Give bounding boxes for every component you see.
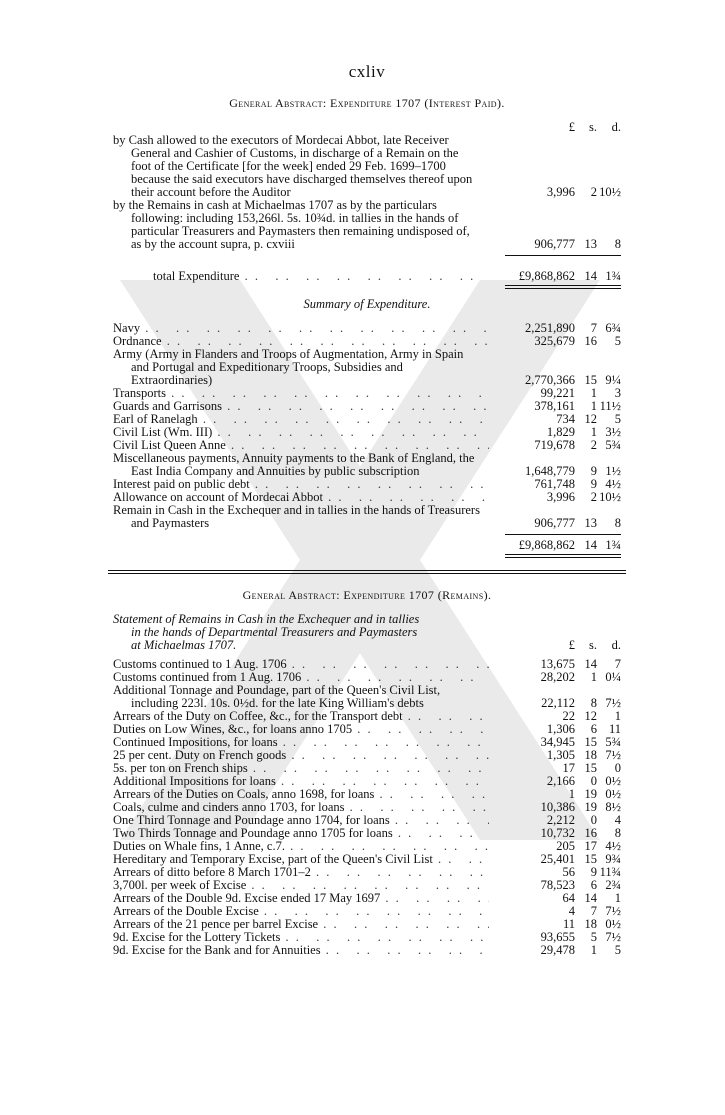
summary-row-pounds: 734: [556, 412, 575, 426]
summary-total-row: [113, 539, 621, 552]
interest-row-description: by Cash allowed to the executors of Mordecai Abbot, late Receiver General and Cashier of Customs, in discharge of a Remain on the foot of the Certificate [for the week] ended 29 Feb. 1699–1700 because the said executors have discharged themselves thereof upon their account before the Auditor: [113, 134, 473, 199]
remains-row-pounds: 78,523: [540, 878, 575, 892]
summary-row-description: Transports . .: [113, 387, 489, 400]
summary-row: [113, 335, 621, 348]
summary-row-pounds: 2,251,890: [525, 321, 575, 335]
summary-row: [113, 452, 621, 478]
interest-paid-list: [113, 134, 621, 251]
remains-row-description: Hereditary and Temporary Excise, part of the Queen's Civil List . .: [113, 853, 489, 866]
remains-row-shillings: 1: [590, 943, 597, 957]
total-double-rule: [505, 285, 621, 289]
remains-row-pounds: 1,306: [546, 722, 575, 736]
summary-row-pounds: 761,748: [534, 477, 575, 491]
remains-row-shillings: 15: [584, 761, 597, 775]
section-heading-interest: General Abstract: Expenditure 1707 (Interest Paid).: [229, 96, 505, 110]
remains-row-pounds: 10,732: [540, 826, 575, 840]
shillings-header: s.: [589, 120, 597, 134]
remains-row-shillings: 17: [584, 839, 597, 853]
remains-row-shillings: 8: [590, 696, 597, 710]
summary-row-description: Earl of Ranelagh . .: [113, 413, 489, 426]
summary-row-pence: 8: [614, 516, 621, 530]
remains-row-shillings: 15: [584, 735, 597, 749]
remains-row-description: Additional Impositions for loans . .: [113, 775, 489, 788]
remains-shillings-header: s.: [589, 638, 597, 652]
remains-row-shillings: 6: [590, 722, 597, 736]
remains-row-pounds: 2,212: [546, 813, 575, 827]
remains-row-pence: 4½: [605, 839, 621, 853]
summary-row-pounds: 2,770,366: [525, 373, 575, 387]
remains-row-pence: 11¾: [599, 865, 621, 879]
remains-row: [113, 775, 621, 788]
summary-row-pounds: 719,678: [534, 438, 575, 452]
summary-row-pence: 10½: [599, 490, 621, 504]
remains-row-pence: 7: [614, 657, 621, 671]
remains-row-pounds: 64: [562, 891, 575, 905]
summary-row-description: Ordnance . .: [113, 335, 489, 348]
pence-header: d.: [611, 120, 621, 134]
remains-row-shillings: 1: [590, 670, 597, 684]
summary-row-description: Navy . .: [113, 322, 489, 335]
remains-row-pounds: 11: [562, 917, 575, 931]
statement-text: Statement of Remains in Cash in the Exchequer and in tallies in the hands of Departmental Treasurers and Paymasters at Michaelmas 1707.: [113, 613, 420, 652]
summary-total-pounds: £9,868,862: [518, 538, 575, 552]
interest-row: [113, 134, 621, 199]
remains-row-shillings: 18: [584, 748, 597, 762]
remains-row-description: Arrears of the Duties on Coals, anno 1698, for loans . .: [113, 788, 489, 801]
remains-row-pounds: 93,655: [540, 930, 575, 944]
summary-row-pounds: 99,221: [540, 386, 575, 400]
summary-row-pence: 9¼: [605, 373, 621, 387]
remains-row-shillings: 19: [584, 787, 597, 801]
remains-row-pence: 9¾: [605, 852, 621, 866]
summary-row: [113, 400, 621, 413]
remains-row-pence: 4: [614, 813, 621, 827]
remains-row-pounds: 34,945: [540, 735, 575, 749]
total-shillings: 14: [584, 269, 597, 283]
summary-row-pounds: 325,679: [534, 334, 575, 348]
summary-row-pence: 5: [614, 412, 621, 426]
remains-row-shillings: 14: [584, 657, 597, 671]
remains-row-pounds: 25,401: [540, 852, 575, 866]
summary-row-shillings: 2: [590, 438, 597, 452]
remains-row: [113, 749, 621, 762]
summary-row-pence: 5: [614, 334, 621, 348]
summary-row: [113, 504, 621, 530]
remains-row-pence: 7½: [605, 904, 621, 918]
remains-row-pence: 8: [614, 826, 621, 840]
remains-row-shillings: 9: [590, 865, 597, 879]
remains-row-description: Duties on Whale fins, 1 Anne, c.7. . .: [113, 840, 489, 853]
remains-row-pence: 7½: [605, 930, 621, 944]
section-heading-remains: General Abstract: Expenditure 1707 (Remains).: [242, 588, 492, 602]
summary-row-description: Civil List (Wm. III) . .: [113, 426, 489, 439]
summary-row-pounds: 1,648,779: [525, 464, 575, 478]
summary-total-pence: 1¾: [605, 538, 621, 552]
remains-row-pence: 2¾: [605, 878, 621, 892]
summary-row: [113, 478, 621, 491]
remains-row-shillings: 5: [590, 930, 597, 944]
remains-row-pounds: 1,305: [546, 748, 575, 762]
remains-row-pounds: 2,166: [546, 774, 575, 788]
summary-row-pence: 3½: [605, 425, 621, 439]
summary-row-shillings: 1: [590, 425, 597, 439]
summary-row-pence: 4½: [605, 477, 621, 491]
summary-row-pounds: 906,777: [534, 516, 575, 530]
column-header: [113, 121, 621, 134]
remains-row-shillings: 18: [584, 917, 597, 931]
remains-row-shillings: 14: [584, 891, 597, 905]
remains-row-description: 9d. Excise for the Lottery Tickets . .: [113, 931, 489, 944]
remains-header-row: [113, 613, 621, 652]
summary-row-shillings: 1: [590, 399, 597, 413]
total-expenditure-label: total Expenditure . .: [153, 270, 489, 283]
summary-row-description: Interest paid on public debt . .: [113, 478, 489, 491]
remains-row-pounds: 10,386: [540, 800, 575, 814]
remains-row-description: 5s. per ton on French ships . .: [113, 762, 489, 775]
remains-row-pounds: 4: [568, 904, 575, 918]
remains-row: [113, 879, 621, 892]
remains-row-pence: 0½: [605, 917, 621, 931]
summary-row-shillings: 13: [584, 516, 597, 530]
remains-row-pounds: 13,675: [540, 657, 575, 671]
summary-row-shillings: 16: [584, 334, 597, 348]
remains-row-pence: 0½: [605, 774, 621, 788]
remains-row-description: Customs continued to 1 Aug. 1706 . .: [113, 658, 489, 671]
remains-row-pence: 1: [614, 709, 621, 723]
remains-row-description: One Third Tonnage and Poundage anno 1704, for loans . .: [113, 814, 489, 827]
remains-row-pounds: 1: [568, 787, 575, 801]
remains-row-description: Customs continued from 1 Aug. 1706 . .: [113, 671, 489, 684]
summary-row-shillings: 1: [590, 386, 597, 400]
summary-row-pounds: 3,996: [546, 490, 575, 504]
interest-row-pence: 8: [614, 237, 621, 251]
remains-row-pence: 0½: [605, 787, 621, 801]
summary-total-shillings: 14: [584, 538, 597, 552]
remains-row-pounds: 22: [562, 709, 575, 723]
remains-row-pounds: 28,202: [540, 670, 575, 684]
total-pounds: £9,868,862: [518, 269, 575, 283]
remains-row: [113, 944, 621, 957]
remains-row: [113, 762, 621, 775]
summary-row-pounds: 1,829: [546, 425, 575, 439]
remains-row: [113, 684, 621, 710]
remains-row-shillings: 19: [584, 800, 597, 814]
remains-row-description: Coals, culme and cinders anno 1703, for loans . .: [113, 801, 489, 814]
summary-row-pence: 11½: [599, 399, 621, 413]
remains-row-pence: 0: [614, 761, 621, 775]
remains-row-shillings: 12: [584, 709, 597, 723]
summary-row-shillings: 9: [590, 464, 597, 478]
remains-row-pence: 7½: [605, 748, 621, 762]
summary-row-pence: 6¾: [605, 321, 621, 335]
remains-row-description: 3,700l. per week of Excise . .: [113, 879, 489, 892]
summary-row-shillings: 15: [584, 373, 597, 387]
remains-row-pence: 5: [614, 943, 621, 957]
remains-row-pence: 5¾: [605, 735, 621, 749]
interest-row-pounds: 3,996: [546, 185, 575, 199]
remains-pence-header: d.: [611, 638, 621, 652]
interest-row: [113, 199, 621, 251]
remains-row-pounds: 29,478: [540, 943, 575, 957]
summary-row-description: Army (Army in Flanders and Troops of Augmentation, Army in Spain and Portugal and Expeditionary Troops, Subsidies and Extraordinaries): [113, 348, 464, 387]
remains-row-pounds: 17: [562, 761, 575, 775]
remains-row-shillings: 6: [590, 878, 597, 892]
summary-row-pence: 3: [614, 386, 621, 400]
remains-row-shillings: 7: [590, 904, 597, 918]
total-expenditure-row: [113, 270, 621, 283]
remains-row-shillings: 0: [590, 774, 597, 788]
remains-row-description: Arrears of ditto before 8 March 1701–2 . .: [113, 866, 489, 879]
remains-row: [113, 853, 621, 866]
summary-row-description: Civil List Queen Anne . .: [113, 439, 489, 452]
remains-row-description: Arrears of the Double 9d. Excise ended 17 May 1697 . .: [113, 892, 489, 905]
remains-row-shillings: 0: [590, 813, 597, 827]
summary-row-shillings: 12: [584, 412, 597, 426]
pounds-header: £: [568, 120, 575, 134]
summary-row: [113, 439, 621, 452]
summary-row-pence: 1½: [605, 464, 621, 478]
remains-row-pence: 8½: [605, 800, 621, 814]
remains-row-description: Arrears of the 21 pence per barrel Excise . .: [113, 918, 489, 931]
remains-row: [113, 671, 621, 684]
summary-row-shillings: 9: [590, 477, 597, 491]
interest-row-shillings: 2: [590, 185, 597, 199]
remains-row-description: Continued Impositions, for loans . .: [113, 736, 489, 749]
remains-row-pounds: 56: [562, 865, 575, 879]
interest-row-pence: 10½: [599, 185, 621, 199]
remains-row: [113, 827, 621, 840]
summary-row-shillings: 2: [590, 490, 597, 504]
summary-title: Summary of Expenditure.: [303, 297, 431, 311]
document-page: [113, 62, 621, 957]
remains-list: [113, 658, 621, 957]
summary-row-description: Miscellaneous payments, Annuity payments to the Bank of England, the East India Company and Annuities by public subscription: [113, 452, 475, 478]
total-pence: 1¾: [605, 269, 621, 283]
remains-row-description: 9d. Excise for the Bank and for Annuities . .: [113, 944, 489, 957]
summary-total-double-rule: [505, 554, 621, 558]
remains-row-description: Duties on Low Wines, &c., for loans anno 1705 . .: [113, 723, 489, 736]
remains-row-pence: 1: [614, 891, 621, 905]
remains-row: [113, 736, 621, 749]
summary-row-shillings: 7: [590, 321, 597, 335]
remains-row: [113, 892, 621, 905]
interest-row-description: by the Remains in cash at Michaelmas 1707 as by the particulars following: including 153,266l. 5s. 10¾d. in tallies in the hands of particular Treasurers and Paymasters then remaining undisposed of, as by the account supra, p. cxviii: [113, 199, 470, 251]
summary-row-pounds: 378,161: [534, 399, 575, 413]
remains-row-pence: 0¼: [605, 670, 621, 684]
summary-row: [113, 413, 621, 426]
remains-row-description: Arrears of the Double Excise . .: [113, 905, 489, 918]
remains-row-pence: 11: [608, 722, 621, 736]
summary-row: [113, 348, 621, 387]
remains-row-pence: 7½: [605, 696, 621, 710]
summary-rule: [505, 534, 621, 535]
page-number: cxliv: [348, 62, 386, 81]
interest-row-pounds: 906,777: [534, 237, 575, 251]
remains-pounds-header: £: [568, 638, 575, 652]
remains-row-pounds: 205: [556, 839, 575, 853]
remains-row: [113, 905, 621, 918]
summary-row-description: Remain in Cash in the Exchequer and in tallies in the hands of Treasurers and Paymasters: [113, 504, 480, 530]
summary-row-description: Allowance on account of Mordecai Abbot . .: [113, 491, 489, 504]
remains-row-description: Additional Tonnage and Poundage, part of the Queen's Civil List, including 223l. 10s. 0½d. for the late King William's debts: [113, 684, 441, 710]
summary-row-pence: 5¾: [605, 438, 621, 452]
remains-row-pounds: 22,112: [541, 696, 575, 710]
remains-row-description: Two Thirds Tonnage and Poundage anno 1705 for loans . .: [113, 827, 489, 840]
summary-row-description: Guards and Garrisons . .: [113, 400, 489, 413]
remains-row-shillings: 16: [584, 826, 597, 840]
remains-row: [113, 710, 621, 723]
remains-row: [113, 801, 621, 814]
summary-row: [113, 491, 621, 504]
remains-row-description: Arrears of the Duty on Coffee, &c., for the Transport debt . .: [113, 710, 489, 723]
summary-list: [113, 322, 621, 530]
interest-row-shillings: 13: [584, 237, 597, 251]
remains-row-description: 25 per cent. Duty on French goods . .: [113, 749, 489, 762]
remains-row-shillings: 15: [584, 852, 597, 866]
